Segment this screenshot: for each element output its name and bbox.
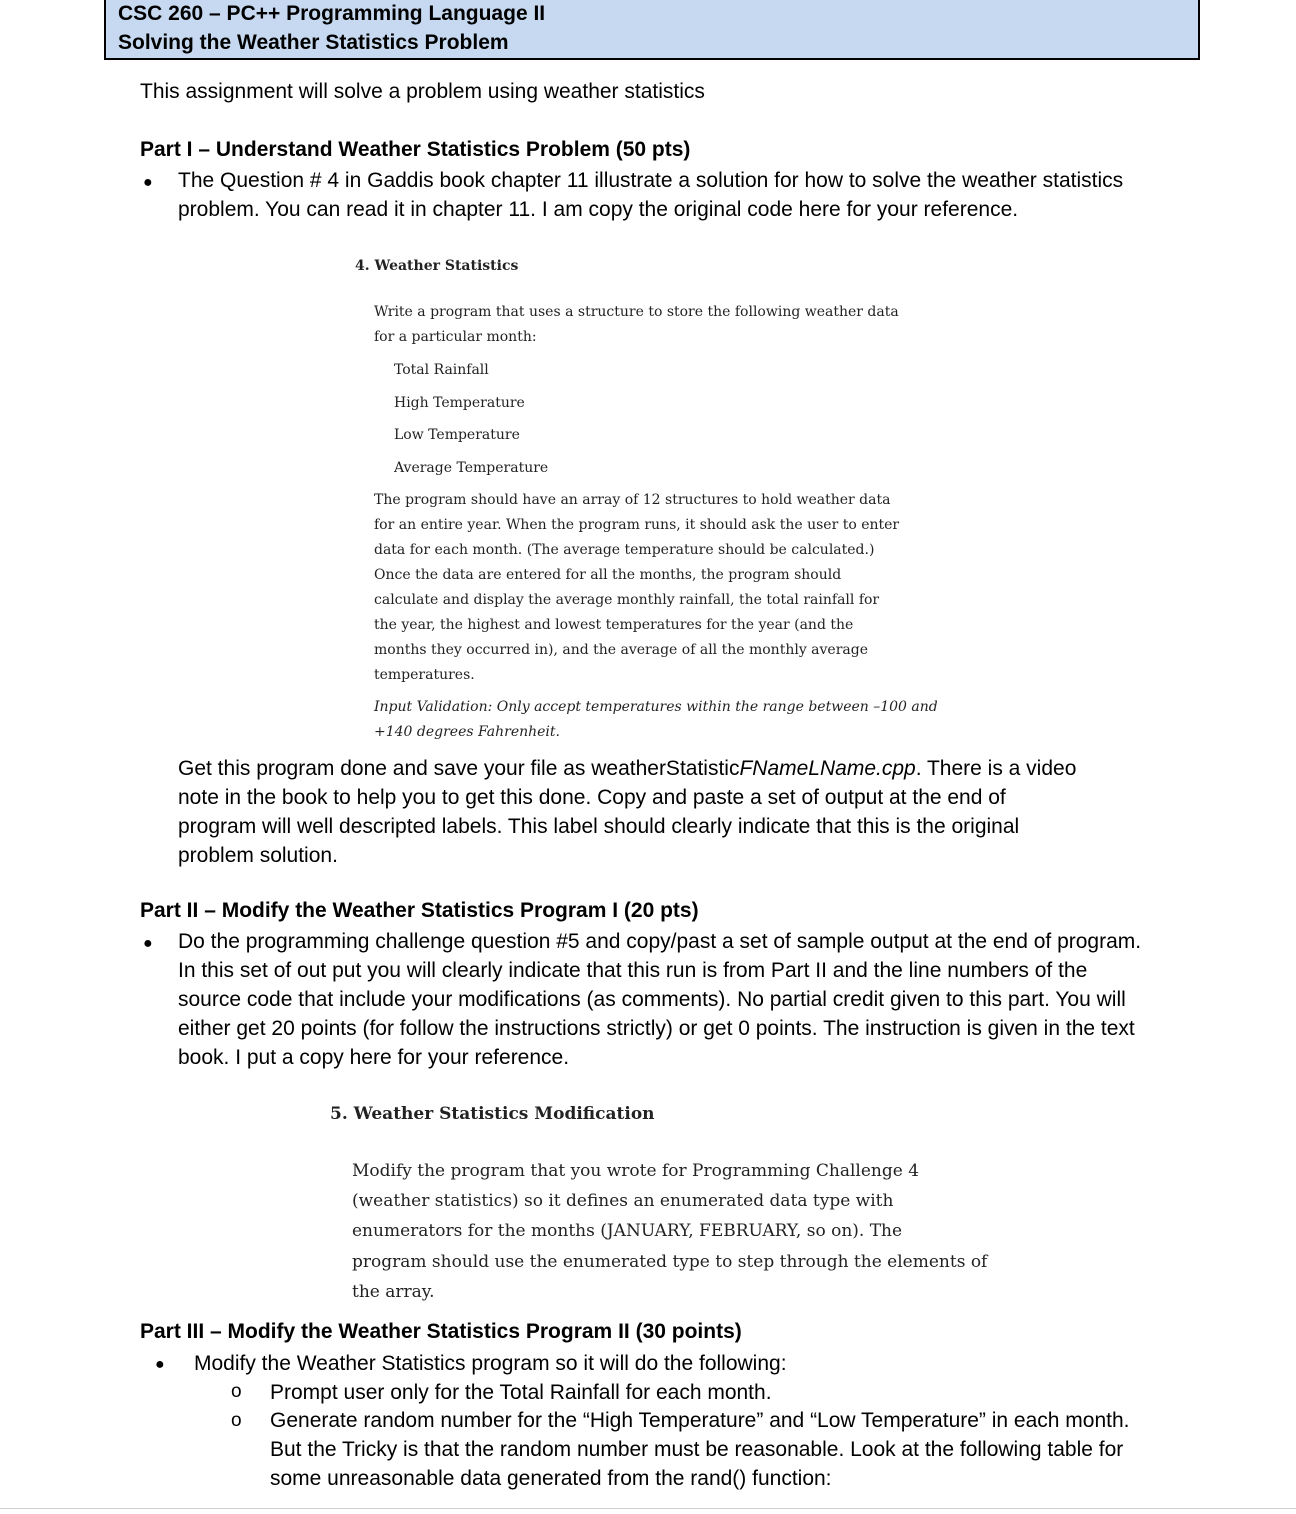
part2-bullet-line: book. I put a copy here for your reference. [178, 1046, 570, 1069]
bullet-icon: ● [143, 935, 153, 952]
excerpt4-field: Total Rainfall [394, 362, 489, 378]
intro-text: This assignment will solve a problem using weather statistics [140, 80, 705, 103]
part3-sub-line: Generate random number for the “High Temperature” and “Low Temperature” in each month. [270, 1409, 1130, 1432]
part1-bullet-line: problem. You can read it in chapter 11. I am copy the original code here for your reference. [178, 198, 1019, 221]
part2-heading: Part II – Modify the Weather Statistics Program I (20 pts) [140, 899, 699, 922]
document-header [104, 0, 1200, 60]
excerpt4-line: months they occurred in), and the average of all the monthly average [374, 642, 868, 658]
excerpt4-line: for an entire year. When the program runs, it should ask the user to enter [374, 517, 900, 533]
assignment-title: Solving the Weather Statistics Problem [118, 31, 509, 54]
course-title: CSC 260 – PC++ Programming Language II [118, 2, 546, 25]
part3-sub-line: some unreasonable data generated from the rand() function: [270, 1467, 832, 1490]
sub-bullet-icon: o [231, 1410, 242, 1431]
excerpt5-line: program should use the enumerated type to step through the elements of [352, 1252, 988, 1272]
part1-instructions-line: problem solution. [178, 844, 338, 867]
part2-bullet-line: source code that include your modifications (as comments). No partial credit given to this part. You will [178, 988, 1126, 1011]
part2-bullet-line: either get 20 points (for follow the instructions strictly) or get 0 points. The instruction is given in the text [178, 1017, 1135, 1040]
part2-bullet-line: Do the programming challenge question #5 and copy/past a set of sample output at the end of program. [178, 930, 1142, 953]
excerpt4-line: temperatures. [374, 667, 475, 683]
excerpt4-line: The program should have an array of 12 structures to hold weather data [374, 492, 891, 508]
excerpt4-validation: +140 degrees Fahrenheit. [374, 724, 560, 740]
part1-instructions-line: Get this program done and save your file as weatherStatisticFNameLName.cpp. There is a video [178, 757, 1077, 780]
part3-heading: Part III – Modify the Weather Statistics Program II (30 points) [140, 1320, 742, 1343]
excerpt4-line: Write a program that uses a structure to store the following weather data [374, 304, 899, 320]
excerpt4-line: calculate and display the average monthly rainfall, the total rainfall for [374, 592, 880, 608]
excerpt4-line: data for each month. (The average temperature should be calculated.) [374, 542, 875, 558]
excerpt4-validation: Input Validation: Only accept temperatures within the range between –100 and [374, 699, 938, 715]
excerpt5-line: Modify the program that you wrote for Programming Challenge 4 [352, 1161, 920, 1181]
part1-instructions-line: program will well descripted labels. This label should clearly indicate that this is the original [178, 815, 1020, 838]
part3-sub-line: Prompt user only for the Total Rainfall for each month. [270, 1381, 772, 1404]
excerpt5-title: 5. Weather Statistics Modification [330, 1104, 655, 1124]
part1-heading: Part I – Understand Weather Statistics Problem (50 pts) [140, 138, 691, 161]
excerpt4-field: Low Temperature [394, 427, 520, 443]
page-bottom-divider [0, 1508, 1296, 1509]
excerpt4-line: Once the data are entered for all the months, the program should [374, 567, 842, 583]
sub-bullet-icon: o [231, 1381, 242, 1402]
part3-bullet-line: Modify the Weather Statistics program so it will do the following: [194, 1352, 787, 1375]
excerpt4-field: High Temperature [394, 395, 525, 411]
bullet-icon: ● [155, 1356, 165, 1373]
excerpt4-line: the year, the highest and lowest temperatures for the year (and the [374, 617, 854, 633]
part3-sub-line: But the Tricky is that the random number must be reasonable. Look at the following table for [270, 1438, 1124, 1461]
excerpt5-line: enumerators for the months (JANUARY, FEBRUARY, so on). The [352, 1221, 903, 1241]
bullet-icon: ● [143, 174, 153, 191]
excerpt4-field: Average Temperature [394, 460, 549, 476]
part2-bullet-line: In this set of out put you will clearly indicate that this run is from Part II and the line numbers of the [178, 959, 1088, 982]
part1-bullet-line: The Question # 4 in Gaddis book chapter 11 illustrate a solution for how to solve the weather statistics [178, 169, 1124, 192]
excerpt4-line: for a particular month: [374, 329, 537, 345]
excerpt4-title: 4. Weather Statistics [355, 258, 519, 274]
part1-instructions-line: note in the book to help you to get this done. Copy and paste a set of output at the end of [178, 786, 1006, 809]
excerpt5-line: (weather statistics) so it defines an enumerated data type with [352, 1191, 894, 1211]
excerpt5-line: the array. [352, 1282, 435, 1302]
